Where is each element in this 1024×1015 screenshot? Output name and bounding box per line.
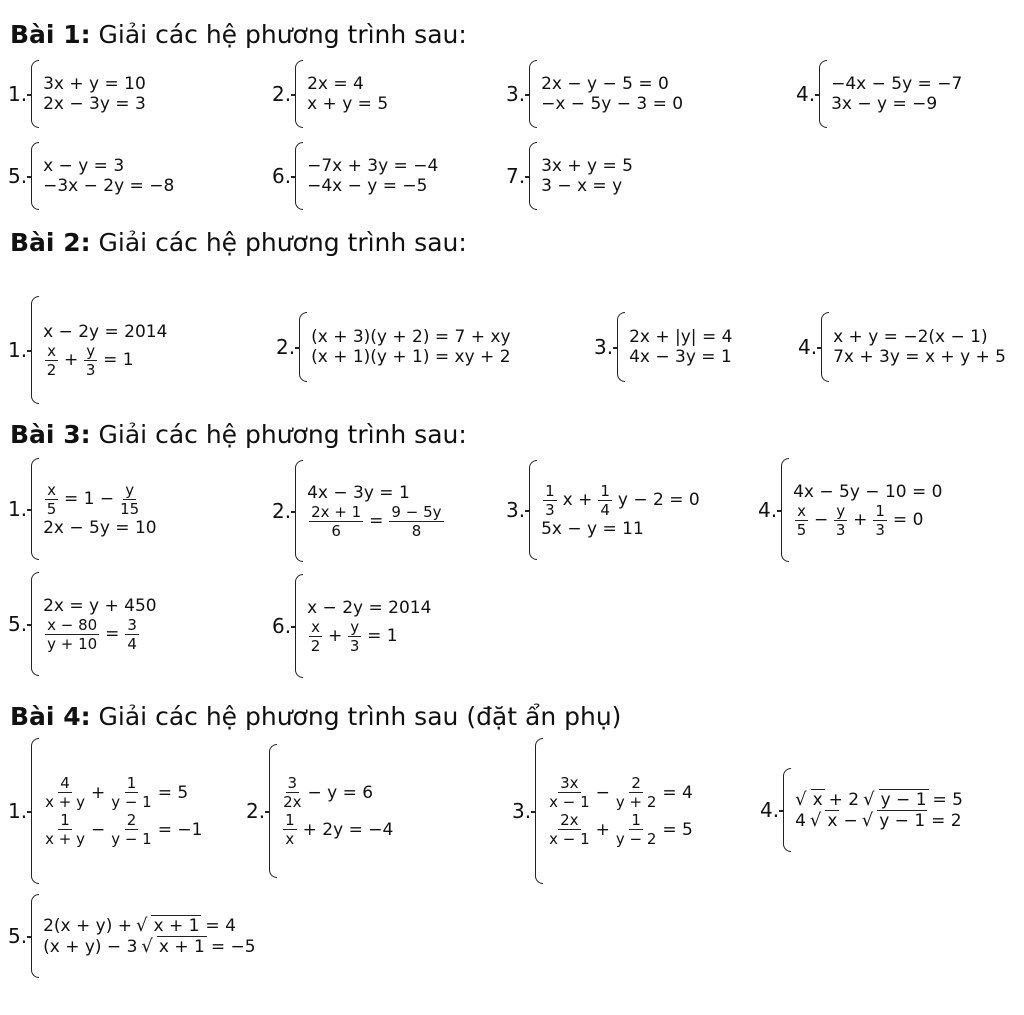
equation-part: 2(x + y) + <box>43 915 132 936</box>
equation <box>43 774 202 811</box>
radicand: x <box>827 811 838 831</box>
heading-bai-4 <box>10 702 621 731</box>
heading-label: Bài 4: <box>10 702 91 731</box>
brace <box>31 572 39 676</box>
equation-rest: = 5 <box>157 782 189 803</box>
brace <box>781 458 789 562</box>
fraction <box>283 811 297 848</box>
problem-number: 3. <box>506 82 526 106</box>
radicand: y − 1 <box>879 811 926 831</box>
operator: − <box>843 810 858 831</box>
problem-number: 5. <box>8 612 28 636</box>
numerator: 1 <box>60 811 70 829</box>
denominator: 3 <box>875 520 885 539</box>
problem-number: 1. <box>8 799 28 823</box>
equation-rest: = 4 <box>205 915 236 936</box>
operator: + <box>90 782 106 803</box>
equation <box>281 811 393 848</box>
equation: −4x − 5y = −7 <box>831 74 963 94</box>
numerator: 1 <box>545 481 555 500</box>
equation-rest: = 5 <box>932 789 963 810</box>
brace <box>295 60 303 128</box>
equals: = <box>105 624 120 644</box>
operator: − <box>813 510 829 530</box>
equation: (x + 3)(y + 2) = 7 + xy <box>311 327 511 347</box>
fraction <box>873 502 887 539</box>
problem-number: 5. <box>8 164 28 188</box>
denominator: 4 <box>127 634 137 653</box>
equation: 4x − 3y = 1 <box>307 482 410 503</box>
b4-problem-2 <box>246 744 393 878</box>
fraction <box>795 502 808 539</box>
brace <box>529 460 537 560</box>
numerator: x − 80 <box>47 615 98 634</box>
equation: 3x + y = 5 <box>541 156 633 176</box>
b1-problem-7 <box>506 142 633 210</box>
fraction <box>45 811 85 848</box>
denominator: 3 <box>545 500 555 519</box>
brace <box>295 142 303 210</box>
numerator: y <box>836 501 846 520</box>
radicand: x + 1 <box>158 937 205 957</box>
fraction <box>616 774 657 811</box>
numerator: y <box>125 480 135 499</box>
fraction <box>84 342 97 379</box>
numerator: 3x <box>560 774 579 792</box>
numerator: 3 <box>127 615 137 634</box>
numerator: 1 <box>875 501 885 520</box>
b3-problem-5 <box>8 572 157 676</box>
numerator: x <box>47 341 56 360</box>
denominator: 6 <box>331 521 341 540</box>
brace <box>31 60 39 128</box>
problem-number: 3. <box>506 498 526 522</box>
b1-problem-5 <box>8 142 174 210</box>
heading-label: Bài 1: <box>10 20 91 49</box>
denominator: y − 1 <box>111 793 152 811</box>
heading-label: Bài 3: <box>10 420 91 449</box>
equation-part: = 1 − <box>63 489 115 509</box>
equation: 2x = y + 450 <box>43 595 157 616</box>
heading-text: Giải các hệ phương trình sau: <box>90 20 467 49</box>
equation-rest: = 4 <box>662 782 693 803</box>
brace <box>535 738 543 884</box>
denominator: y − 1 <box>111 830 152 848</box>
b3-problem-1 <box>8 458 157 560</box>
equation-part: x + <box>562 490 593 510</box>
radicand: x <box>812 790 823 810</box>
problem-number: 2. <box>272 82 292 106</box>
equation: 2x − y − 5 = 0 <box>541 74 669 94</box>
radicand: y − 1 <box>880 790 927 810</box>
b1-problem-3 <box>506 60 683 128</box>
heading-bai-3 <box>10 420 467 449</box>
brace <box>295 574 303 678</box>
brace <box>295 460 303 562</box>
denominator: 5 <box>46 499 57 518</box>
equation-rest: = −5 <box>210 936 256 957</box>
heading-bai-1 <box>10 20 467 49</box>
equation: 2x = 4 <box>307 74 364 94</box>
denominator: y + 2 <box>615 793 657 811</box>
numerator: x <box>311 617 320 636</box>
equation: x − 2y = 2014 <box>307 597 432 618</box>
equation: 4x − 5y − 10 = 0 <box>793 481 943 502</box>
fraction <box>309 503 363 540</box>
problem-number: 3. <box>594 335 614 359</box>
numerator: 2 <box>631 774 641 792</box>
problem-number: 2. <box>276 335 296 359</box>
denominator: 3 <box>349 636 360 655</box>
b3-problem-4 <box>758 458 942 562</box>
equation-rest: = 1 <box>103 350 134 370</box>
denominator: 8 <box>411 521 422 540</box>
equation: 3x − y = −9 <box>831 94 938 114</box>
fraction <box>45 616 99 653</box>
equation: 5x − y = 11 <box>541 518 644 539</box>
heading-text: Giải các hệ phương trình sau (đặt ẩn phụ) <box>90 702 622 731</box>
radicand: x + 1 <box>153 916 200 936</box>
numerator: 1 <box>126 774 137 792</box>
brace <box>31 458 39 560</box>
b3-problem-2 <box>272 460 446 562</box>
equation-rest: = 5 <box>662 819 693 840</box>
equation: −4x − y = −5 <box>307 176 428 196</box>
problem-number: 3. <box>512 799 532 823</box>
equation: 4x − 3y = 1 <box>629 347 732 367</box>
problem-number: 4. <box>758 498 778 522</box>
fraction <box>543 482 557 519</box>
equation <box>43 481 157 518</box>
heading-bai-2 <box>10 228 467 257</box>
equation-rest: = 2 <box>931 810 962 831</box>
fraction <box>283 774 301 811</box>
b1-problem-1 <box>8 60 146 128</box>
equation: 2x − 5y = 10 <box>43 517 157 538</box>
denominator: x − 1 <box>549 793 590 811</box>
equation: $\frac{x}{2}$ + $\frac{y}{3}$ = 1 <box>310 617 398 655</box>
denominator: x + y <box>45 830 85 848</box>
denominator: 5 <box>796 520 807 539</box>
equation <box>541 482 700 519</box>
fraction <box>389 503 443 540</box>
brace <box>529 142 537 210</box>
numerator: 1 <box>285 811 295 829</box>
numerator: y <box>86 341 96 360</box>
denominator: 4 <box>600 500 610 519</box>
denominator: y − 2 <box>615 830 657 848</box>
equation: x + y = 5 <box>307 94 389 114</box>
denominator: y + 10 <box>47 634 98 653</box>
equation: x + y = −2(x − 1) <box>833 327 988 347</box>
b4-problem-3 <box>512 738 693 884</box>
equation: 3x + y = 10 <box>43 74 146 94</box>
equation: $\frac{x}{2}$ + $\frac{y}{3}$ = 1 <box>46 341 134 379</box>
b2-problem-4 <box>798 312 1006 382</box>
problem-number: 1. <box>8 497 28 521</box>
equation <box>547 774 693 811</box>
numerator: 4 <box>60 774 70 792</box>
equation <box>547 811 693 848</box>
brace <box>617 312 625 382</box>
equation: 2x + |y| = 4 <box>629 327 733 347</box>
sqrt-icon: √ <box>136 915 148 936</box>
denominator: 2 <box>46 360 57 379</box>
equation: 7x + 3y = x + y + 5 <box>833 347 1006 367</box>
b2-problem-3 <box>594 312 732 382</box>
operator: + <box>595 819 610 840</box>
equals: = <box>369 511 384 531</box>
numerator: 1 <box>631 811 641 829</box>
problem-number: 7. <box>506 164 526 188</box>
problem-number: 4. <box>760 798 780 822</box>
b4-problem-4 <box>760 768 963 852</box>
equation <box>43 616 157 653</box>
numerator: x <box>797 501 806 520</box>
brace <box>269 744 277 878</box>
denominator: x − 1 <box>549 830 590 848</box>
fraction <box>348 618 361 655</box>
problem-number: 2. <box>246 799 266 823</box>
brace <box>31 894 39 978</box>
b4-problem-1 <box>8 738 202 884</box>
equation: (x + 1)(y + 1) = xy + 2 <box>311 347 511 367</box>
denominator: 3 <box>835 520 846 539</box>
problem-number: 4. <box>796 82 816 106</box>
equation-rest: = −1 <box>157 819 203 840</box>
numerator: y <box>350 617 360 636</box>
equation-rest: = 1 <box>367 626 398 646</box>
brace <box>31 738 39 884</box>
equation-rest: = 0 <box>892 510 924 530</box>
problem-number: 2. <box>272 499 292 523</box>
fraction <box>549 811 590 848</box>
b2-problem-2 <box>276 312 511 382</box>
denominator: 3 <box>85 360 96 379</box>
heading-label: Bài 2: <box>10 228 91 257</box>
numerator: 9 − 5y <box>391 502 442 521</box>
fraction <box>111 811 152 848</box>
numerator: 2x + 1 <box>311 502 362 521</box>
equation <box>281 774 393 811</box>
equation <box>793 502 942 539</box>
numerator: 1 <box>600 481 610 500</box>
brace <box>529 60 537 128</box>
equation-part: y − 2 = 0 <box>617 490 700 510</box>
sqrt-icon: √ <box>861 810 874 831</box>
equation-part: (x + y) − 3 <box>43 936 138 957</box>
fraction <box>834 502 847 539</box>
numerator: 2 <box>126 811 137 829</box>
fraction <box>616 811 657 848</box>
b3-problem-6 <box>272 574 431 678</box>
fraction <box>120 481 139 518</box>
equation: 2x − 3y = 3 <box>43 94 146 114</box>
brace <box>819 60 827 128</box>
fraction <box>111 774 152 811</box>
sqrt-icon: √ <box>795 789 807 810</box>
b1-problem-2 <box>272 60 388 128</box>
equation <box>43 915 255 936</box>
sqrt-icon: √ <box>809 810 822 831</box>
b1-problem-6 <box>272 142 438 210</box>
b1-problem-4 <box>796 60 962 128</box>
heading-text: Giải các hệ phương trình sau: <box>90 228 467 257</box>
b4-problem-5 <box>8 894 256 978</box>
denominator: 2 <box>310 636 321 655</box>
equation: x − y = 3 <box>43 156 125 176</box>
heading-text: Giải các hệ phương trình sau: <box>90 420 467 449</box>
fraction <box>45 342 58 379</box>
numerator: 3 <box>287 774 298 792</box>
sqrt-icon: √ <box>863 789 875 810</box>
coefficient: 4 <box>795 810 806 831</box>
problem-number: 4. <box>798 335 818 359</box>
operator: − <box>90 819 106 840</box>
equation: −x − 5y − 3 = 0 <box>541 94 684 114</box>
denominator: 2x <box>283 793 302 811</box>
equation: −7x + 3y = −4 <box>307 156 439 176</box>
denominator: x + y <box>45 793 85 811</box>
equation <box>795 789 963 810</box>
denominator: x <box>285 830 295 848</box>
brace <box>31 296 39 404</box>
operator: + <box>853 510 868 530</box>
b2-problem-1 <box>8 296 167 404</box>
fraction <box>549 774 590 811</box>
equation <box>43 811 202 848</box>
brace <box>783 768 791 852</box>
fraction <box>309 618 322 655</box>
fraction <box>125 616 139 653</box>
fraction <box>598 482 612 519</box>
operator: − <box>595 782 610 803</box>
fraction <box>45 481 58 518</box>
numerator: 2x <box>560 811 579 829</box>
equation-part: + 2 <box>828 789 860 810</box>
sqrt-icon: √ <box>141 936 153 957</box>
brace <box>821 312 829 382</box>
equation-rest: − y = 6 <box>307 782 374 803</box>
brace <box>299 312 307 382</box>
problem-number: 5. <box>8 924 28 948</box>
equation-rest: + 2y = −4 <box>302 819 394 840</box>
equation <box>307 503 445 540</box>
brace <box>31 142 39 210</box>
problem-number: 1. <box>8 82 28 106</box>
fraction <box>45 774 85 811</box>
problem-number: 6. <box>272 164 292 188</box>
b3-problem-3 <box>506 460 700 560</box>
equation: x − 2y = 2014 <box>43 321 168 342</box>
numerator: x <box>47 480 56 499</box>
problem-number: 1. <box>8 338 28 362</box>
denominator: 15 <box>120 499 140 518</box>
equation: −3x − 2y = −8 <box>43 176 175 196</box>
equation: 3 − x = y <box>541 176 623 196</box>
problem-number: 6. <box>272 614 292 638</box>
equation <box>43 936 255 957</box>
equation <box>795 810 963 831</box>
